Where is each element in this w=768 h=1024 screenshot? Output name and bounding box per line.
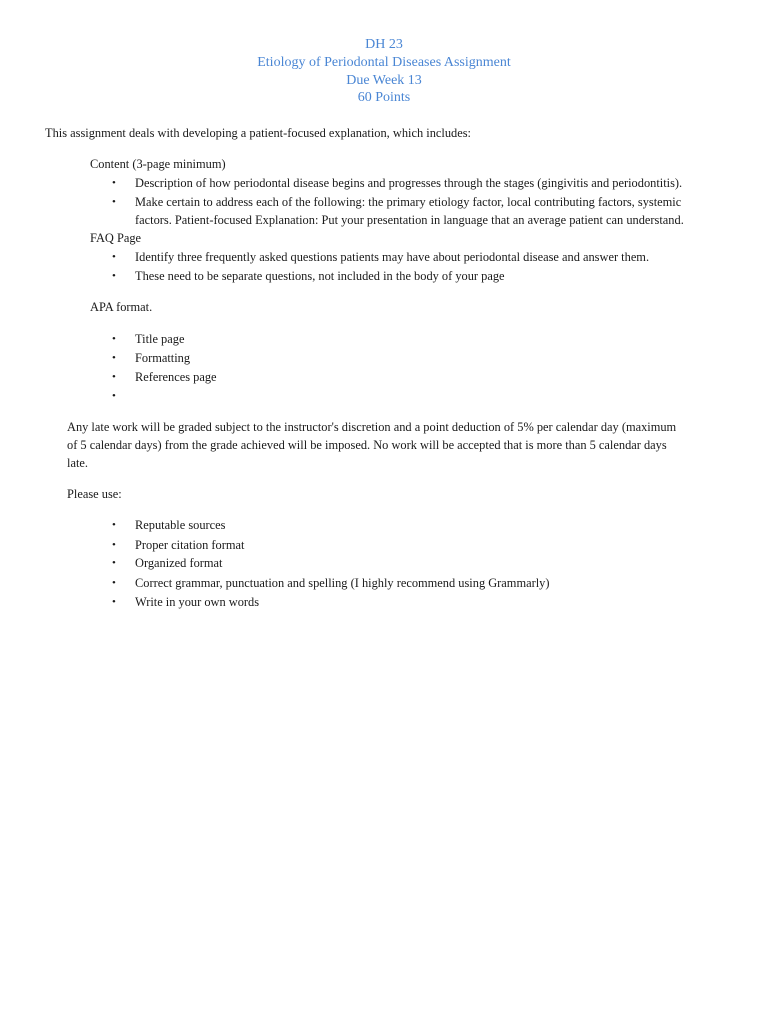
list-item-text: Correct grammar, punctuation and spelling (I highly recommend using Grammarly) bbox=[135, 576, 550, 590]
bullet-icon: • bbox=[112, 352, 116, 364]
late-policy-line: Any late work will be graded subject to the instructor's discretion and a point deduction of 5% per calendar day (maximum bbox=[67, 420, 677, 434]
bullet-icon: • bbox=[112, 519, 116, 531]
list-item-text: Proper citation format bbox=[135, 538, 245, 552]
please-use-heading: Please use: bbox=[67, 487, 122, 501]
bullet-icon: • bbox=[112, 196, 116, 208]
bullet-icon: • bbox=[112, 333, 116, 345]
list-item-text: Organized format bbox=[135, 556, 223, 570]
content-heading: Content (3-page minimum) bbox=[90, 157, 226, 171]
list-item-text: Identify three frequently asked questions patients may have about periodontal disease and answer them. bbox=[135, 250, 650, 264]
list-item-text: Reputable sources bbox=[135, 518, 226, 532]
faq-heading: FAQ Page bbox=[90, 231, 142, 245]
list-item-text: Make certain to address each of the following: the primary etiology factor, local contributing factors, systemic bbox=[135, 195, 682, 209]
list-item-text: References page bbox=[135, 370, 217, 384]
bullet-icon: • bbox=[112, 577, 116, 589]
list-item-continuation: factors. Patient-focused Explanation: Put your presentation in language that an average patient can understand. bbox=[135, 213, 684, 227]
bullet-icon: • bbox=[112, 371, 116, 383]
apa-heading: APA format. bbox=[90, 300, 153, 314]
late-policy-line: late. bbox=[67, 456, 88, 470]
list-item-text: Title page bbox=[135, 332, 185, 346]
title-block bbox=[0, 36, 768, 107]
bullet-icon: • bbox=[112, 251, 116, 263]
list-item-text: These need to be separate questions, not included in the body of your page bbox=[135, 269, 505, 283]
bullet-icon: • bbox=[112, 177, 116, 189]
assignment-title: Etiology of Periodontal Diseases Assignment bbox=[257, 54, 511, 70]
bullet-icon: • bbox=[112, 557, 116, 569]
bullet-icon: • bbox=[112, 270, 116, 282]
bullet-icon: • bbox=[112, 596, 116, 608]
due-date: Due Week 13 bbox=[346, 72, 422, 88]
list-item-text: Description of how periodontal disease begins and progresses through the stages (gingivitis and periodontitis). bbox=[135, 176, 683, 190]
bullet-icon: • bbox=[112, 539, 116, 551]
points-value: 60 Points bbox=[357, 90, 411, 106]
list-item-text: Write in your own words bbox=[135, 595, 260, 609]
list-item-text: Formatting bbox=[135, 351, 191, 365]
intro-text: This assignment deals with developing a patient-focused explanation, which includes: bbox=[45, 126, 471, 140]
late-policy-line: of 5 calendar days) from the grade achieved will be imposed. No work will be accepted that is more than 5 calendar days bbox=[67, 438, 667, 452]
bullet-icon: • bbox=[112, 390, 116, 402]
course-code: DH 23 bbox=[365, 37, 403, 52]
